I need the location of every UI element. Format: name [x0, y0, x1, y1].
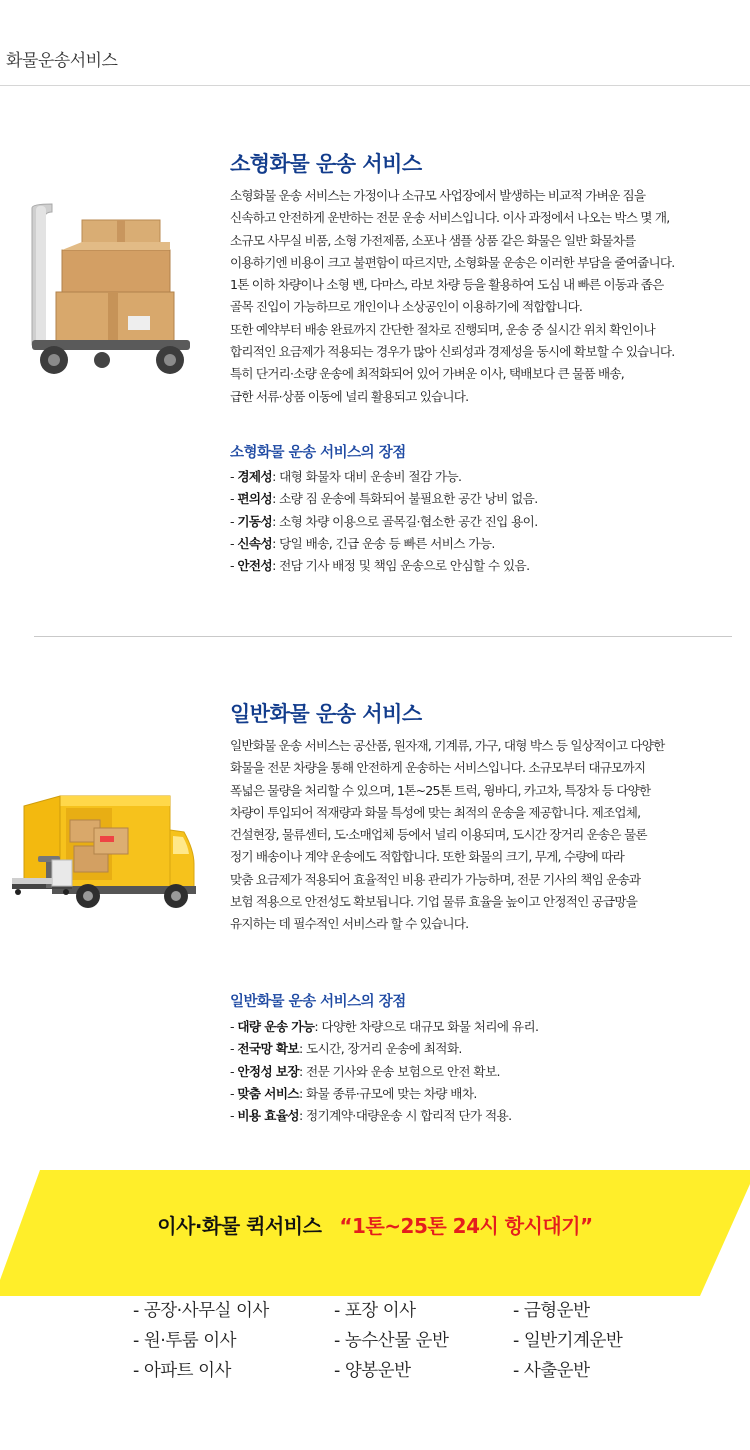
service-item: - 양봉운반 — [334, 1361, 411, 1381]
hand-truck-boxes-icon — [22, 200, 192, 390]
advantage-item: - 신속성: 당일 배송, 긴급 운송 등 빠른 서비스 가능. — [230, 535, 495, 551]
small-cargo-description — [230, 185, 742, 408]
advantage-desc: : 대형 화물차 대비 운송비 절감 가능. — [272, 469, 462, 484]
paragraph-line: 합리적인 요금제가 적용되는 경우가 많아 신뢰성과 경제성을 동시에 확보할 수 있습니다. — [230, 344, 675, 360]
section-divider — [34, 636, 732, 637]
cargo-truck-icon — [8, 790, 198, 920]
banner-lead: 이사·화물 퀵서비스 — [157, 1214, 322, 1238]
advantage-term: 대량 운송 가능 — [237, 1019, 315, 1034]
advantage-item: - 기동성: 소형 차량 이용으로 골목길·협소한 공간 진입 용이. — [230, 513, 538, 529]
page-title: 화물운송서비스 — [6, 51, 118, 71]
paragraph-line: 화물을 전문 차량을 통해 안전하게 운송하는 서비스입니다. 소규모부터 대규모까지 — [230, 760, 646, 776]
general-cargo-description — [230, 735, 742, 936]
advantage-item: - 경제성: 대형 화물차 대비 운송비 절감 가능. — [230, 469, 462, 484]
service-item: - 원·투룸 이사 — [133, 1331, 237, 1351]
services-column — [334, 1296, 448, 1386]
paragraph-line: 골목 진입이 가능하므로 개인이나 소상공인이 이용하기에 적합합니다. — [230, 299, 583, 315]
paragraph-line: 차량이 투입되어 적재량과 화물 특성에 맞는 최적의 운송을 제공합니다. 제조업체, — [230, 804, 641, 820]
advantage-item: - 편의성: 소량 짐 운송에 특화되어 불필요한 공간 낭비 없음. — [230, 491, 538, 507]
small-cargo-title: 소형화물 운송 서비스 — [230, 152, 422, 176]
advantage-desc: : 화물 종류·규모에 맞는 차량 배차. — [298, 1085, 477, 1101]
banner-text — [0, 1210, 750, 1239]
paragraph-line: 폭넓은 물량을 처리할 수 있으며, 1톤~25톤 트럭, 윙바디, 카고차, 특장차 등 다양한 — [230, 782, 651, 798]
advantage-term: 맞춤 서비스 — [237, 1085, 299, 1101]
service-item: - 공장·사무실 이사 — [133, 1301, 269, 1321]
advantage-term: 경제성 — [237, 469, 273, 484]
advantage-desc: : 전문 기사와 운송 보험으로 안전 확보. — [298, 1063, 500, 1079]
advantage-term: 안정성 보장 — [237, 1063, 299, 1079]
paragraph-line: 이용하기엔 비용이 크고 불편함이 따르지만, 소형화물 운송은 이러한 부담을 줄여줍니다. — [230, 254, 675, 270]
advantage-desc: : 정기계약·대량운송 시 합리적 단가 적용. — [298, 1108, 512, 1124]
advantage-term: 전국망 확보 — [237, 1041, 299, 1057]
services-list — [0, 1296, 750, 1416]
advantage-item: - 대량 운송 가능: 다양한 차량으로 대규모 화물 처리에 유리. — [230, 1019, 539, 1034]
paragraph-line: 또한 예약부터 배송 완료까지 간단한 절차로 진행되며, 운송 중 실시간 위치 확인이나 — [230, 321, 655, 337]
advantage-desc: : 전담 기사 배정 및 책임 운송으로 안심할 수 있음. — [272, 558, 530, 574]
service-item: - 사출운반 — [513, 1361, 590, 1381]
services-column — [513, 1296, 622, 1386]
paragraph-line: 건설현장, 물류센터, 도·소매업체 등에서 널리 이용되며, 도시간 장거리 운송은 물론 — [230, 827, 647, 843]
general-cargo-title: 일반화물 운송 서비스 — [230, 702, 422, 726]
advantage-item: - 비용 효율성: 정기계약·대량운송 시 합리적 단가 적용. — [230, 1108, 512, 1124]
advantage-item: - 안전성: 전담 기사 배정 및 책임 운송으로 안심할 수 있음. — [230, 558, 530, 574]
advantage-desc: : 소량 짐 운송에 특화되어 불필요한 공간 낭비 없음. — [272, 491, 538, 507]
advantage-term: 안전성 — [237, 558, 273, 574]
paragraph-line: 특히 단거리·소량 운송에 최적화되어 있어 가벼운 이사, 택배보다 큰 물품 배송, — [230, 366, 624, 382]
advantage-desc: : 다양한 차량으로 대규모 화물 처리에 유리. — [314, 1019, 539, 1034]
paragraph-line: 정기 배송이나 계약 운송에도 적합합니다. 또한 화물의 크기, 무게, 수량에 따라 — [230, 849, 624, 865]
advantage-desc: : 소형 차량 이용으로 골목길·협소한 공간 진입 용이. — [272, 513, 538, 529]
quick-service-banner — [0, 1168, 750, 1298]
paragraph-line: 일반화물 운송 서비스는 공산품, 원자재, 기계류, 가구, 대형 박스 등 일상적이고 다양한 — [230, 738, 665, 753]
page-header — [0, 0, 750, 86]
advantage-desc: : 도시간, 장거리 운송에 최적화. — [298, 1041, 462, 1057]
paragraph-line: 보험 적용으로 안전성도 확보됩니다. 기업 물류 효율을 높이고 안정적인 공급망을 — [230, 894, 638, 910]
banner-highlight: “1톤~25톤 24시 항시대기” — [339, 1214, 593, 1238]
advantage-term: 기동성 — [237, 513, 273, 529]
service-item: - 아파트 이사 — [133, 1361, 231, 1381]
services-column — [133, 1296, 269, 1386]
advantage-item: - 안정성 보장: 전문 기사와 운송 보험으로 안전 확보. — [230, 1063, 500, 1079]
general-cargo-advantages-title: 일반화물 운송 서비스의 장점 — [230, 994, 406, 1010]
service-item: - 금형운반 — [513, 1301, 590, 1321]
advantage-item: - 맞춤 서비스: 화물 종류·규모에 맞는 차량 배차. — [230, 1085, 477, 1101]
general-cargo-advantages-list — [230, 1016, 538, 1127]
paragraph-line: 신속하고 안전하게 운반하는 전문 운송 서비스입니다. 이사 과정에서 나오는 박스 몇 개, — [230, 210, 670, 226]
service-item: - 포장 이사 — [334, 1301, 416, 1321]
small-cargo-advantages-title: 소형화물 운송 서비스의 장점 — [230, 445, 406, 461]
paragraph-line: 맞춤 요금제가 적용되어 효율적인 비용 관리가 가능하며, 전문 기사의 책임 운송과 — [230, 871, 641, 887]
service-item: - 일반기계운반 — [513, 1331, 623, 1351]
paragraph-line: 소규모 사무실 비품, 소형 가전제품, 소포나 샘플 상품 같은 화물은 일반 화물차를 — [230, 232, 636, 248]
small-cargo-advantages-list — [230, 466, 538, 577]
advantage-term: 비용 효율성 — [237, 1108, 299, 1124]
advantage-item: - 전국망 확보: 도시간, 장거리 운송에 최적화. — [230, 1041, 462, 1057]
paragraph-line: 급한 서류·상품 이동에 널리 활용되고 있습니다. — [230, 388, 469, 404]
service-item: - 농수산물 운반 — [334, 1331, 449, 1351]
paragraph-line: 1톤 이하 차량이나 소형 밴, 다마스, 라보 차량 등을 활용하여 도심 내 빠른 이동과 좁은 — [230, 277, 664, 293]
advantage-term: 편의성 — [237, 491, 273, 507]
paragraph-line: 소형화물 운송 서비스는 가정이나 소규모 사업장에서 발생하는 비교적 가벼운 짐을 — [230, 188, 646, 203]
paragraph-line: 유지하는 데 필수적인 서비스라 할 수 있습니다. — [230, 916, 469, 932]
advantage-desc: : 당일 배송, 긴급 운송 등 빠른 서비스 가능. — [272, 535, 495, 551]
advantage-term: 신속성 — [237, 535, 273, 551]
